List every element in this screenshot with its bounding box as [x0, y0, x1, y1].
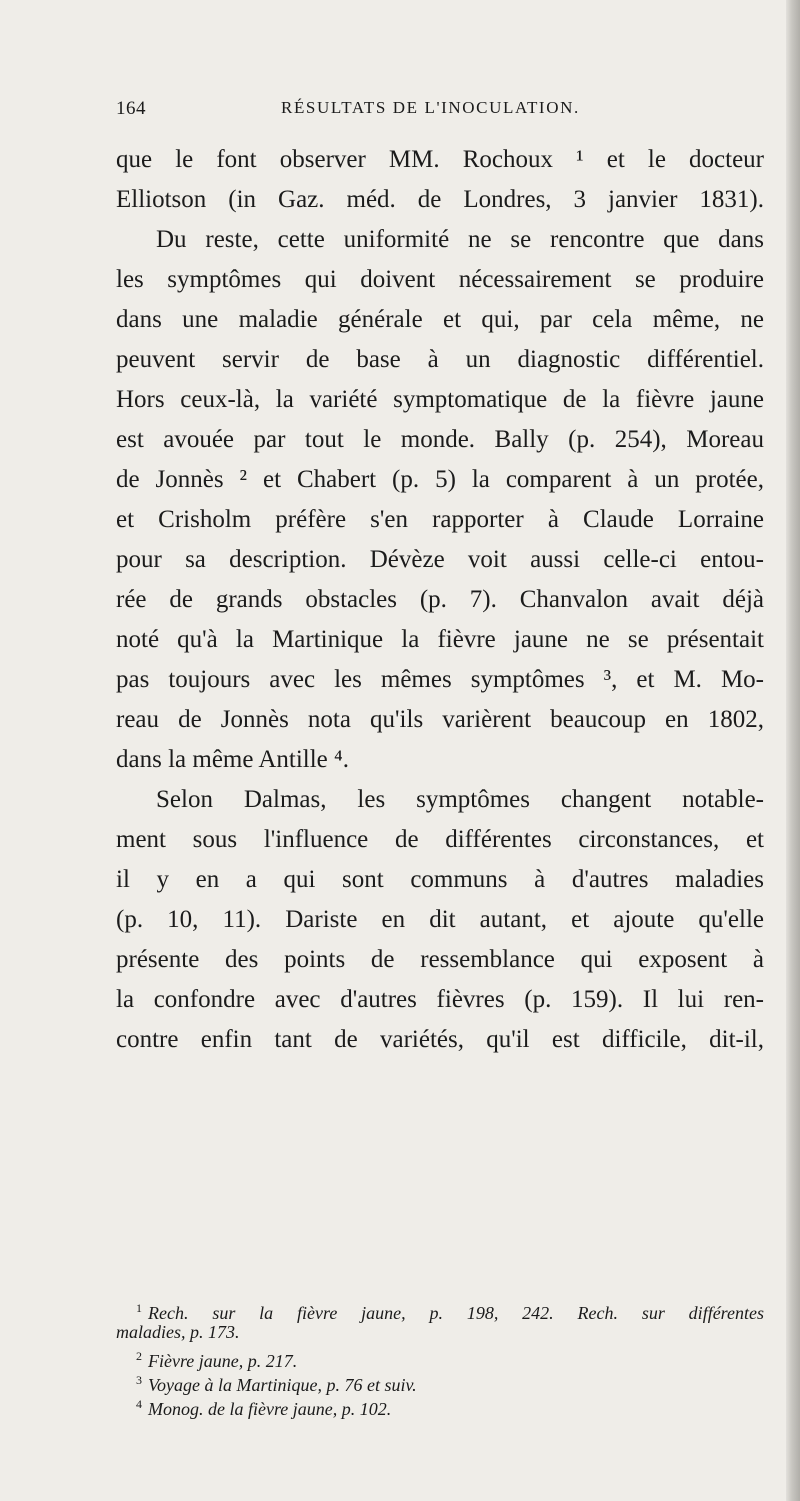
text-line: Du reste, cette uniformité ne se rencontre que dans [156, 226, 764, 253]
footnote-text: maladies, p. 173. [116, 1322, 240, 1342]
body-text [116, 140, 764, 1060]
text-line: (p. 10, 11). Dariste en dit autant, et ajoute qu'elle [116, 906, 764, 933]
text-line: dans la même Antille ⁴. [116, 746, 349, 773]
text-line: pas toujours avec les mêmes symptômes ³, et M. Mo- [116, 666, 764, 693]
text-line: de Jonnès ² et Chabert (p. 5) la comparent à un protée, [116, 466, 764, 493]
footnotes [116, 1296, 764, 1419]
text-line: il y en a qui sont communs à d'autres maladies [116, 866, 764, 893]
text-line: Hors ceux-là, la variété symptomatique de la fièvre jaune [116, 386, 764, 413]
text-line: que le font observer MM. Rochoux ¹ et le docteur [116, 146, 764, 173]
text-line: est avouée par tout le monde. Bally (p. 254), Moreau [116, 426, 764, 453]
footnote-ref: 4 [136, 1397, 142, 1411]
text-line: dans une maladie générale et qui, par cela même, ne [116, 306, 764, 333]
page-edge-shadow [786, 0, 800, 1501]
text-line: contre enfin tant de variétés, qu'il est difficile, dit-il, [116, 1026, 764, 1053]
footnote-text: Monog. de la fièvre jaune, p. 102. [148, 1399, 392, 1419]
page-number: 164 [116, 98, 146, 119]
running-title: RÉSULTATS DE L'INOCULATION. [281, 98, 580, 117]
footnote-text: Rech. sur la fièvre jaune, p. 198, 242. Rech. sur différentes [148, 1303, 764, 1323]
text-line: reau de Jonnès nota qu'ils varièrent beaucoup en 1802, [116, 706, 764, 733]
text-line: et Crisholm préfère s'en rapporter à Claude Lorraine [116, 506, 764, 533]
footnote-4 [116, 1392, 764, 1419]
text-line: la confondre avec d'autres fièvres (p. 159). Il lui ren- [116, 986, 764, 1013]
text-line: Elliotson (in Gaz. méd. de Londres, 3 janvier 1831). [116, 186, 764, 213]
text-line: Selon Dalmas, les symptômes changent notable- [156, 786, 764, 813]
text-line: peuvent servir de base à un diagnostic différentiel. [116, 346, 764, 373]
page-header [116, 98, 766, 128]
footnote-2 [116, 1344, 764, 1371]
footnote-1 [116, 1296, 764, 1323]
footnote-text: Fièvre jaune, p. 217. [148, 1351, 298, 1371]
text-line: ment sous l'influence de différentes circonstances, et [116, 826, 764, 853]
footnote-text: Voyage à la Martinique, p. 76 et suiv. [148, 1375, 417, 1395]
text-line: rée de grands obstacles (p. 7). Chanvalon avait déjà [116, 586, 764, 613]
footnote-ref: 3 [136, 1373, 142, 1387]
text-line: les symptômes qui doivent nécessairement se produire [116, 266, 764, 293]
footnote-3 [116, 1368, 764, 1395]
text-line: pour sa description. Dévèze voit aussi celle-ci entou- [116, 546, 764, 573]
footnote-ref: 1 [136, 1301, 142, 1315]
footnote-ref: 2 [136, 1349, 142, 1363]
footnote-1-continued [116, 1320, 764, 1344]
text-line: noté qu'à la Martinique la fièvre jaune ne se présentait [116, 626, 764, 653]
text-line: présente des points de ressemblance qui exposent à [116, 946, 764, 973]
